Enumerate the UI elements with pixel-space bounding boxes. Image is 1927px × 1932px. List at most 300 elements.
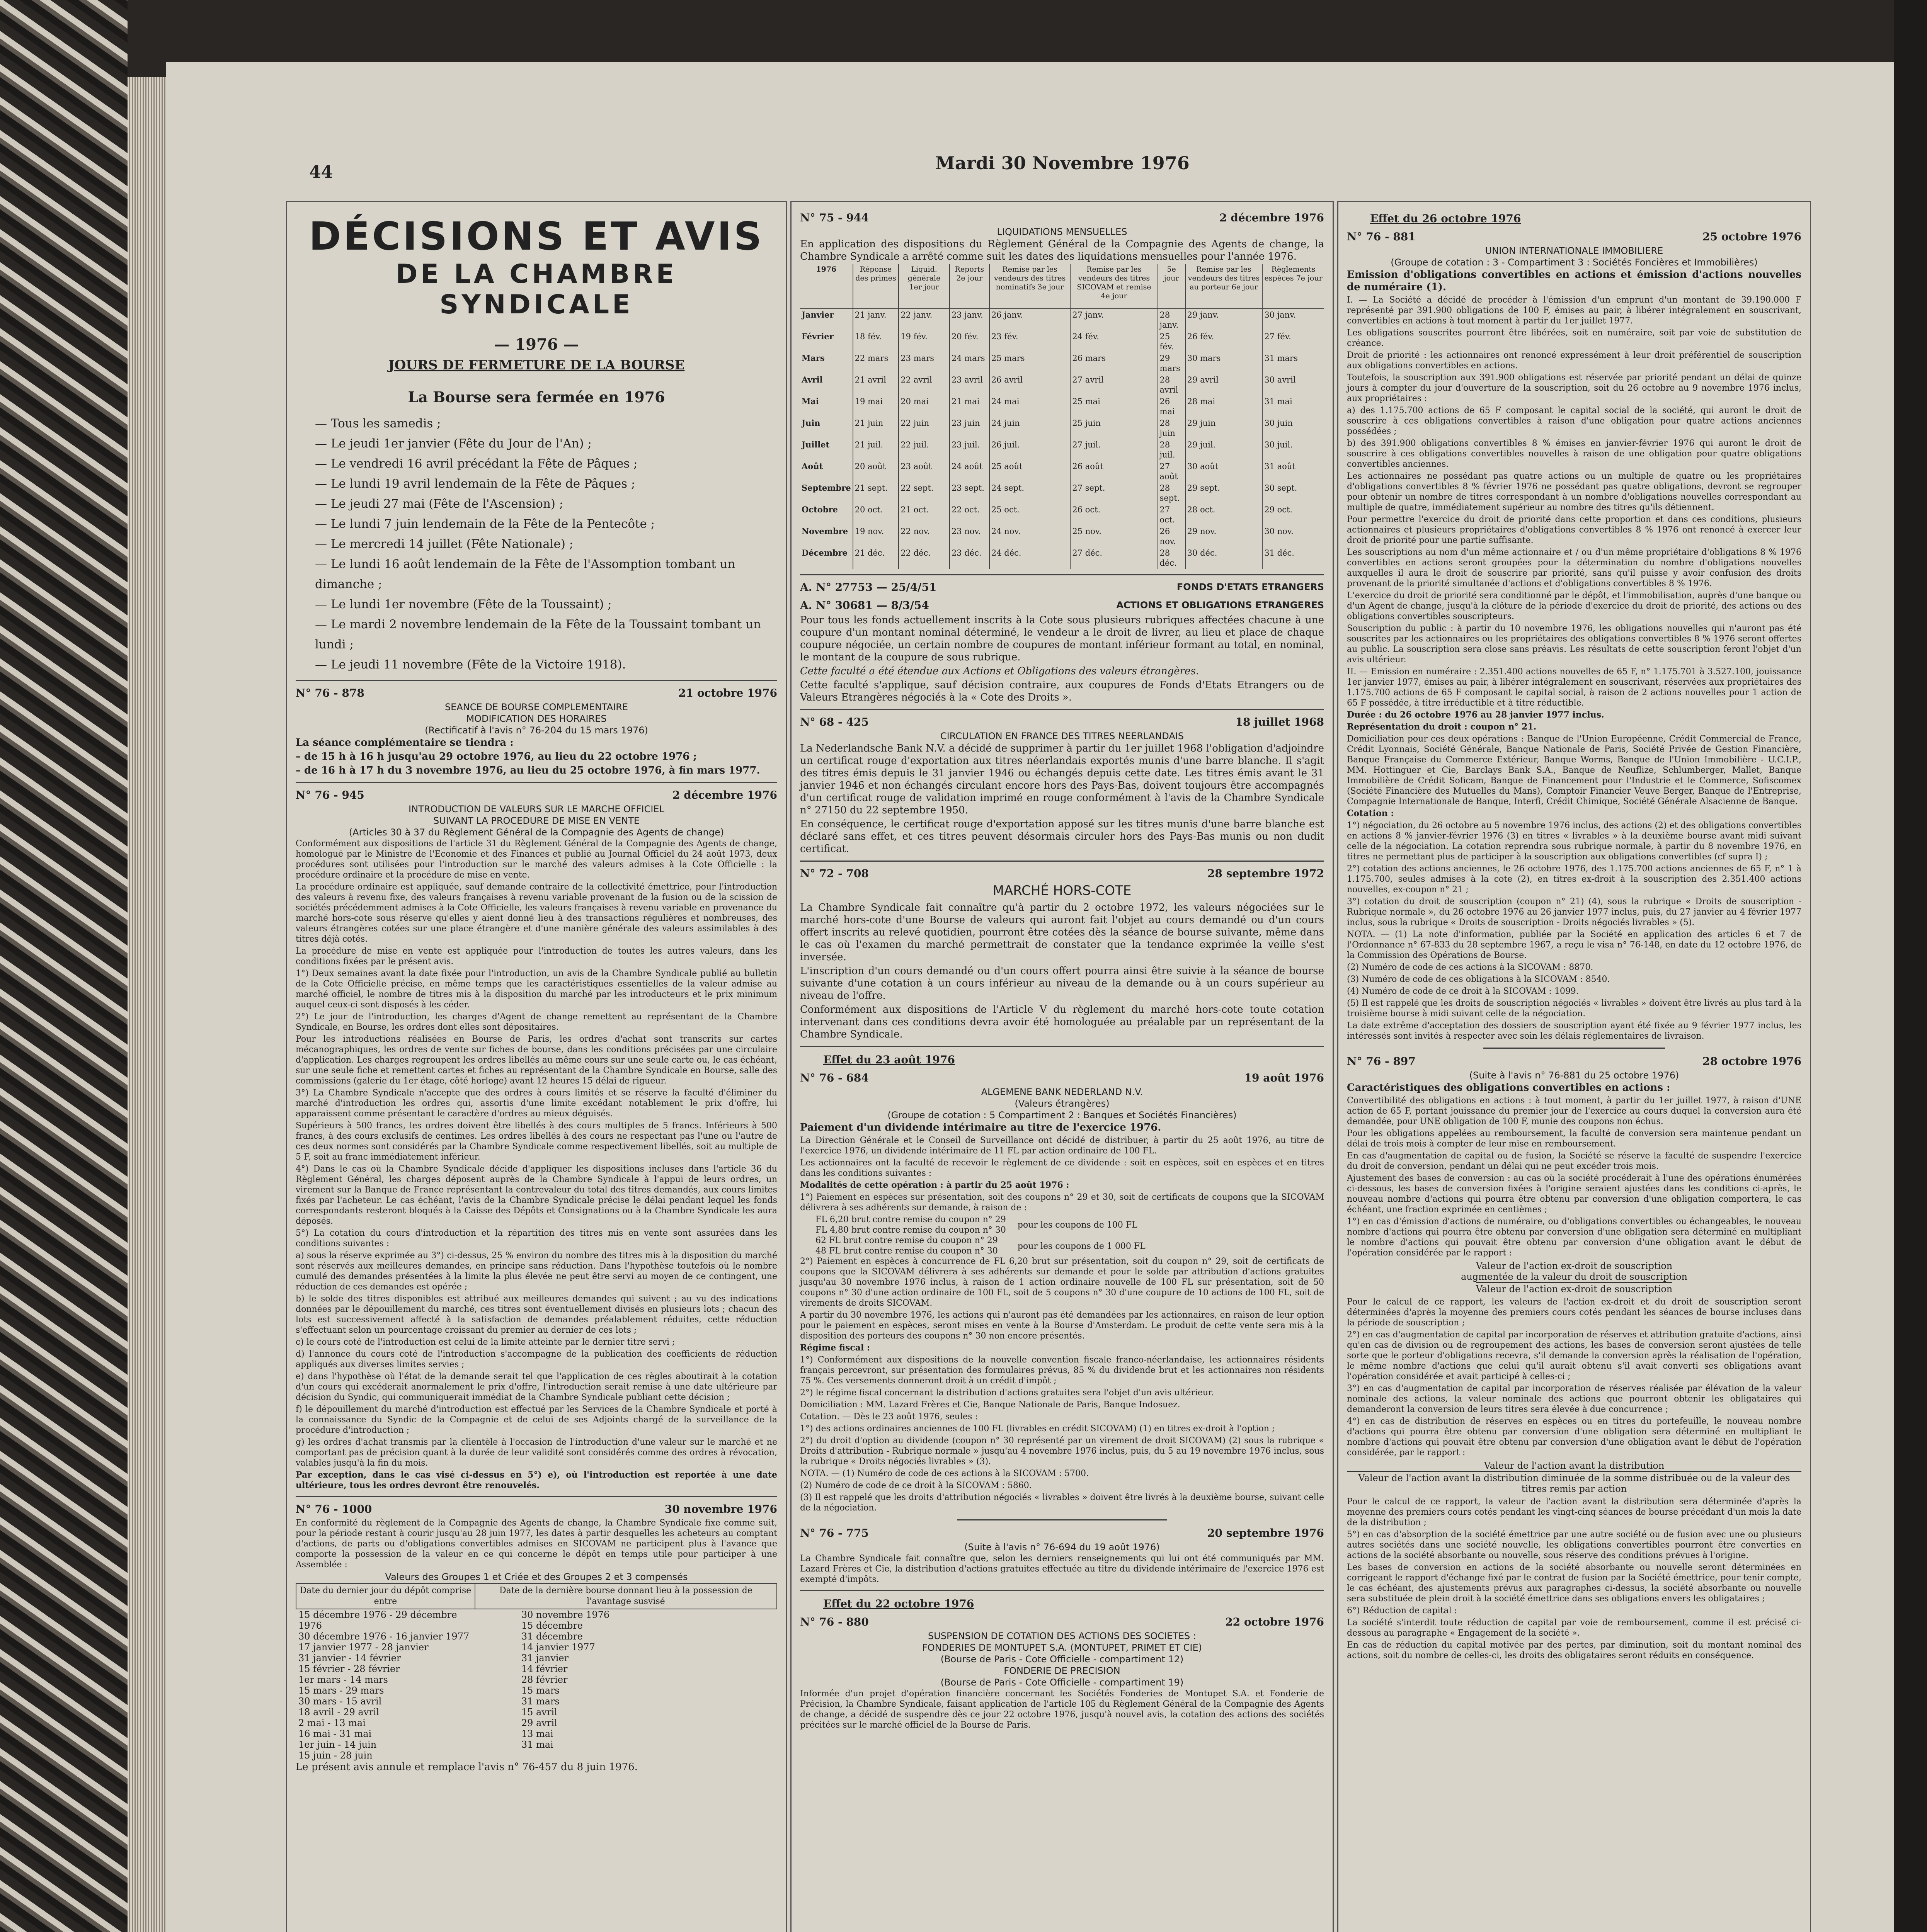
table-cell: Mars (802, 353, 825, 363)
table-row: 30 novembre 1976 (521, 1609, 610, 1620)
table-cell: Septembre (802, 483, 851, 493)
table-cell: 22 juin (899, 417, 950, 439)
notice-header (296, 1503, 777, 1515)
notice-subtitle: (Bourse de Paris - Cote Officielle - compartiment 19) (940, 1677, 1184, 1688)
paragraph: Les souscriptions au nom d'un même actionnaire et / ou d'un même propriétaire d'obligations 8 % 1976 convertibles en actions seront groupées pour la détermination du nombre d'obligations nouvelles auxquelles il aura le droit de souscrire par priorité, sans qu'il puisse y avoir confusion des droits provenant de la priorité simultanée d'actions et d'obligations convertibles 8 % 1976. (1347, 548, 1801, 588)
divider (800, 1046, 1324, 1047)
list-item: — Le jeudi 1er janvier (Fête du Jour de l'An) ; (315, 437, 592, 451)
table-cell: 23 nov. (950, 526, 989, 547)
table-cell: 30 juin (1262, 417, 1324, 439)
table-title: Valeurs des Groupes 1 et Criée et des Groupes 2 et 3 compensés (385, 1571, 688, 1582)
notice-number: N° 75 - 944 (800, 211, 869, 224)
table-cell: 27 juil. (1070, 439, 1158, 461)
formula-numerator: Valeur de l'action avant la distribution (1484, 1460, 1665, 1471)
table-row (800, 439, 1324, 461)
table-cell: 21 sept. (853, 482, 899, 504)
table-cell: 28 oct. (1185, 504, 1263, 526)
table-cell: 23 avril (950, 374, 989, 396)
table-cell: 28 juil. (1158, 439, 1185, 461)
paragraph: Le présent avis annule et remplace l'avis n° 76-457 du 8 juin 1976. (296, 1761, 638, 1773)
paragraph: 1°) Deux semaines avant la date fixée pour l'introduction, un avis de la Chambre Syndicale publié au bulletin de la Cote Officielle précise, en même temps que les caractéristiques essentielles de la valeur admise au marché officiel, le nombre de titres mis à la disposition du marché par les introducteurs et le prix minimum auquel ceux-ci sont disposés à les céder. (296, 969, 777, 1010)
list-item: — Le mercredi 14 juillet (Fête Nationale) ; (315, 537, 574, 551)
divider (296, 680, 777, 681)
table-cell: Octobre (802, 505, 838, 514)
table-cell: Avril (802, 375, 823, 384)
table-cell: 30 juil. (1262, 439, 1324, 461)
paragraph: b) le solde des titres disponibles est attribué aux meilleures demandes qui suivent ; au vu des indications données par le dépouillement du marché, ces titres sont éventuellement divisés en plusieurs lots ; chacun des lots est successivement affecté à la satisfaction de demandes préalablement réduites, cette réduction s'effectuant selon un pourcentage croissant du premier au dernier de ces lots ; (296, 1294, 777, 1335)
table-row: 16 mai - 31 mai (298, 1728, 372, 1739)
table-cell: 19 nov. (853, 526, 899, 547)
table-cell: 27 sept. (1070, 482, 1158, 504)
table-cell: 20 août (853, 461, 899, 482)
paragraph: Les bases de conversion en actions de la société absorbante ou nouvelle seront déterminées en corrigeant le rapport d'échange fixé par le contrat de fusion par la Société émettrice, pour tenir compte, le cas échéant, des ajustements prévus aux paragraphes ci-dessus, la société absorbante ou nouvelle sera substituée de plein droit à la société émettrice dans ses obligations envers les obligataires ; (1347, 1563, 1801, 1604)
notice-header (800, 1616, 1324, 1628)
table-row: 14 janvier 1977 (521, 1642, 595, 1653)
paragraph: I. — La Société a décidé de procéder à l'émission d'un emprunt d'un montant de 39.190.000 F représenté par 391.900 obligations de 100 F, émises au pair, à libérer intégralement en souscrivant, convertibles en actions à tout moment à partir du 1er juillet 1977. (1347, 295, 1801, 326)
table-header: Règlements espèces 7e jour (1262, 264, 1324, 309)
notice-title: LIQUIDATIONS MENSUELLES (997, 226, 1127, 237)
table-cell: 24 fév. (1070, 331, 1158, 352)
paragraph: 3°) cotation du droit de souscription (coupon n° 21) (4), sous la rubrique « Droits de souscription - Rubrique normale », du 26 octobre 1976 au 26 janvier 1977 inclus, puis, du 27 janvier au 4 février 1977 inclus, sous la rubrique « Droits de souscription - Droits négociés livrables » (5). (1347, 897, 1801, 927)
formula-denominator: Valeur de l'action ex-droit de souscription (1476, 1282, 1673, 1294)
paragraph: 1°) Paiement en espèces sur présentation, soit des coupons n° 29 et 30, soit de certificats de coupons que la SICOVAM délivrera à ses adhérents sur demande, à raison de : (800, 1192, 1324, 1213)
paragraph: Durée : du 26 octobre 1976 au 28 janvier 1977 inclus. (1347, 710, 1604, 720)
paragraph: – de 15 h à 16 h jusqu'au 29 octobre 1976, au lieu du 22 octobre 1976 ; (296, 751, 697, 762)
list-item: — Le lundi 7 juin lendemain de la Fête de la Pentecôte ; (315, 517, 655, 531)
paragraph: La Chambre Syndicale fait connaître que, selon les derniers renseignements qui lui ont été communiqués par MM. Lazard Frères et Cie, la distribution d'actions gratuites effectuée au titre du dividende intérimaire de l'exercice 1976 est exempté d'impôts. (800, 1554, 1324, 1584)
column-left (286, 201, 787, 1932)
table-cell: 29 juil. (1185, 439, 1263, 461)
paragraph: Caractéristiques des obligations convertibles en actions : (1347, 1082, 1670, 1094)
table-cell: Février (802, 332, 834, 341)
table-cell: 23 fév. (989, 331, 1070, 352)
paragraph: 2°) du droit d'option au dividende (coupon n° 30 représenté par un virement de droit SICOVAM) (2) sous la rubrique « Droits d'attribution - Rubrique normale » jusqu'au 4 novembre 1976 inclus, puis, du 5 au 19 novembre 1976 inclus, sous la rubrique « Droits négociés livrables » (3). (800, 1436, 1324, 1466)
paragraph: Souscription du public : à partir du 10 novembre 1976, les obligations nouvelles qui n'auront pas été souscrites par les actionnaires ou les propriétaires des obligations convertibles 8 % 1976 seront offertes au public. La souscription sera close sans préavis. Les résultats de cette souscription feront l'objet d'un avis ultérieur. (1347, 624, 1801, 665)
divider (800, 861, 1324, 862)
notice-title: ALGEMENE BANK NEDERLAND N.V. (981, 1087, 1143, 1097)
paragraph: NOTA. — (1) La note d'information, publiée par la Société en application des articles 6 et 7 de l'Ordonnance n° 67-833 du 28 septembre 1967, a reçu le visa n° 76-148, en date du 12 octobre 1976, de la Commission des Opérations de Bourse. (1347, 930, 1801, 960)
notice-subtitle: (Bourse de Paris - Cote Officielle - compartiment 12) (940, 1654, 1184, 1665)
table-row (800, 504, 1324, 526)
effective-date: Effet du 23 août 1976 (823, 1053, 955, 1066)
paragraph: Supérieurs à 500 francs, les ordres doivent être libellés à des cours multiples de 5 francs. Inférieurs à 500 francs, à des cours exclusifs de centimes. Les ordres libellés à des cours ne respectant pas l'une ou l'autre de ces deux normes sont considérés par la Chambre Syndicale comme respectivement libellés, soit au multiple de 5 F, soit au franc immédiatement inférieur. (296, 1121, 777, 1162)
table-cell: 23 sept. (950, 482, 989, 504)
table-cell: 22 nov. (899, 526, 950, 547)
list-item: pour les coupons de 1 000 FL (1017, 1242, 1146, 1251)
paragraph: 5°) en cas d'absorption de la société émettrice par une autre société ou de fusion avec une ou plusieurs autres sociétés dans une société nouvelle, les obligations convertibles pourront être converties en actions de la société absorbante ou nouvelle, sous réserve des conditions prévues à l'origine. (1347, 1530, 1801, 1560)
paragraph: Cette faculté a été étendue aux Actions et Obligations des valeurs étrangères. (800, 665, 1199, 677)
table-header: Date du dernier jour du dépôt comprise entre (296, 1583, 475, 1609)
table-cell: 24 mai (989, 396, 1070, 417)
table-row (800, 396, 1324, 417)
table-cell: 29 mars (1158, 352, 1185, 374)
list-item: pour les coupons de 100 FL (1017, 1220, 1137, 1230)
table-cell: 20 mai (899, 396, 950, 417)
paragraph: (2) Numéro de code de ce droit à la SICOVAM : 5860. (800, 1481, 1032, 1490)
table-cell: 26 janv. (989, 309, 1070, 331)
paragraph: a) sous la réserve exprimée au 3°) ci-dessus, 25 % environ du nombre des titres mis à la disposition du marché sont réservés aux meilleures demandes, en principe sans réduction. Dans l'hypothèse toutefois où le nombre cumulé des demandes présentées à la limite la plus élevée ne peut être servi au moyen de ce contingent, une réduction de ces demandes est opérée ; (296, 1251, 777, 1292)
paragraph: Convertibilité des obligations en actions : à tout moment, à partir du 1er juillet 1977, à raison d'UNE action de 65 F, portant jouissance du premier jour de l'exercice au cours duquel la conversion aura été demandée, pour UNE obligation de 100 F, munie des coupons non échus. (1347, 1096, 1801, 1126)
notice-date: 19 août 1976 (1244, 1071, 1324, 1084)
divider (1483, 1048, 1665, 1049)
notice-subtitle: (Groupe de cotation : 3 - Compartiment 3 : Sociétés Foncières et Immobilières) (1391, 257, 1758, 268)
table-cell: 27 fév. (1262, 331, 1324, 352)
notice-header (800, 599, 1324, 612)
paragraph: b) des 391.900 obligations convertibles 8 % émises en janvier-février 1976 qui auront le droit de souscrire à ces obligations convertibles nouvelles à raison de une obligation pour quatre obligations convertibles anciennes. (1347, 439, 1801, 469)
notice-subtitle: (Suite à l'avis n° 76-694 du 19 août 1976) (964, 1542, 1160, 1553)
paragraph: Par exception, dans le cas visé ci-dessus en 5°) e), où l'introduction est reportée à une date ultérieure, tous les ordres devront être renouvelés. (296, 1470, 777, 1490)
coupon-list (815, 1214, 1324, 1256)
table-row: 17 janvier 1977 - 28 janvier (298, 1642, 429, 1653)
table-cell: 24 nov. (989, 526, 1070, 547)
table-cell: 26 mars (1070, 352, 1158, 374)
table-cell: 25 fév. (1158, 331, 1185, 352)
table-cell: 21 oct. (899, 504, 950, 526)
table-cell: 21 juin (853, 417, 899, 439)
effective-date: Effet du 22 octobre 1976 (823, 1597, 974, 1610)
list-item: FL 6,20 brut contre remise du coupon n° 29 (815, 1215, 1006, 1225)
table-row (800, 352, 1324, 374)
table-cell: 28 avril (1158, 374, 1185, 396)
notice-date: 18 juillet 1968 (1235, 716, 1324, 728)
formula-numerator: Valeur de l'action ex-droit de souscription (1476, 1260, 1673, 1271)
table-cell: 24 juin (989, 417, 1070, 439)
table-header: Date de la dernière bourse donnant lieu à la possession de l'avantage susvisé (475, 1583, 777, 1609)
liquidation-table (800, 264, 1324, 569)
table-row: 15 avril (521, 1707, 557, 1718)
table-header: Liquid. générale 1er jour (899, 264, 950, 309)
paragraph: En application des dispositions du Règlement Général de la Compagnie des Agents de change, la Chambre Syndicale a arrêté comme suit les dates des liquidations mensuelles pour l'année 1976. (800, 238, 1324, 262)
notice-date: 2 décembre 1976 (672, 789, 777, 801)
notice-title: ACTIONS ET OBLIGATIONS ETRANGERES (1116, 600, 1324, 611)
table-header: Remise par les vendeurs des titres SICOVAM et remise 4e jour (1070, 264, 1158, 309)
paragraph: g) les ordres d'achat transmis par la clientèle à l'occasion de l'introduction d'une valeur sur le marché et ne comportant pas de précision quant à la durée de leur validité sont considérés comme des ordres à révocation, valables jusqu'à la fin du mois. (296, 1437, 777, 1468)
paragraph: 4°) en cas de distribution de réserves en espèces ou en titres du portefeuille, le nouveau nombre d'actions qui pourra être obtenu par conversion d'une obligation sera déterminé en multipliant le nombre d'actions qui pouvait être obtenu par conversion d'une obligation avant le début de l'opération considérée, par le rapport : (1347, 1417, 1801, 1458)
table-cell: 30 janv. (1262, 309, 1324, 331)
notice-date: 22 octobre 1976 (1225, 1616, 1324, 1628)
table-cell: 27 avril (1070, 374, 1158, 396)
divider (800, 1590, 1324, 1591)
table-cell: 28 sept. (1158, 482, 1185, 504)
table-cell: 22 avril (899, 374, 950, 396)
paragraph: 2°) cotation des actions anciennes, le 26 octobre 1976, des 1.175.700 actions anciennes de 65 F, n° 1 à 1.175.700, seules admises à la cote (2), en titres ex-droit à la souscription des 2.351.400 actions nouvelles, ex-coupon n° 21 ; (1347, 864, 1801, 895)
table-row: 15 mars (521, 1685, 560, 1696)
paragraph: Droit de priorité : les actionnaires ont renoncé expressément à leur droit préférentiel de souscription aux obligations convertibles en actions. (1347, 350, 1801, 371)
divider (800, 574, 1324, 575)
table-row (800, 331, 1324, 352)
notice-number: N° 76 - 945 (296, 789, 364, 801)
table-cell: 28 mai (1185, 396, 1263, 417)
paragraph: La Chambre Syndicale fait connaître qu'à partir du 2 octobre 1972, les valeurs négociées sur le marché hors-cote d'une Bourse de valeurs qui auront fait l'objet au cours demandé ou d'un cours offert inscrits au relevé quotidien, pourront être cotées dès la séance de bourse suivante, même dans le cas où l'examen du marché permettrait de constater que la tendance exprimée la veille s'est inversée. (800, 902, 1324, 963)
paragraph: NOTA. — (1) Numéro de code de ces actions à la SICOVAM : 5700. (800, 1469, 1089, 1478)
table-cell: 25 mars (989, 352, 1070, 374)
notice-title: SUIVANT LA PROCEDURE DE MISE EN VENTE (433, 815, 640, 826)
table-row (800, 309, 1324, 331)
deposit-dates-table (296, 1583, 777, 1761)
page-number: 44 (309, 162, 333, 182)
paragraph: II. — Emission en numéraire : 2.351.400 actions nouvelles de 65 F, n° 1.175.701 à 3.527.100, jouissance 1er janvier 1977, émises au pair, à libérer intégralement en souscrivant, réservées aux propriétaires des 1.175.700 actions de 65 F composant le capital social, à raison de 2 actions nouvelles pour 1 action de 65 F possédée, à titre irréductible et à titre réductible. (1347, 667, 1801, 708)
table-cell: 31 mai (1262, 396, 1324, 417)
paragraph: La séance complémentaire se tiendra : (296, 737, 514, 748)
table-cell: 28 janv. (1158, 309, 1185, 331)
list-item: — Tous les samedis ; (315, 417, 441, 430)
paragraph: d) l'annonce du cours coté de l'introduction s'accompagne de la publication des coefficients de réduction appliqués aux diverses limites servies ; (296, 1349, 777, 1369)
table-cell: 26 avril (989, 374, 1070, 396)
paragraph: La procédure ordinaire est appliquée, sauf demande contraire de la collectivité émettrice, pour l'introduction des valeurs à revenu fixe, des valeurs françaises à revenu variable provenant de la fusion ou de la scission de sociétés précédemment admises à la Cote Officielle, les valeurs françaises à revenu variable en provenance du marché hors-cote sous réserve qu'elles y aient donné lieu à des transactions régulières et nombreuses, des valeurs étrangères cotées sur une place étrangère et d'une manière générale des valeurs assimilables à des titres déjà cotés. (296, 882, 777, 944)
table-cell: 22 juil. (899, 439, 950, 461)
list-item: 48 FL brut contre remise du coupon n° 30 (815, 1246, 998, 1256)
notice-header (800, 1071, 1324, 1084)
table-cell: Août (802, 461, 823, 471)
table-cell: 24 sept. (989, 482, 1070, 504)
table-cell: 21 avril (853, 374, 899, 396)
table-cell: 26 nov. (1158, 526, 1185, 547)
table-cell: 28 déc. (1158, 547, 1185, 569)
notice-title: SUSPENSION DE COTATION DES ACTIONS DES SOCIETES : (928, 1631, 1196, 1641)
table-cell: 22 déc. (899, 547, 950, 569)
table-header: Remise par les vendeurs des titres nominatifs 3e jour (989, 264, 1070, 309)
table-cell: Juin (802, 418, 821, 428)
table-cell: 18 fév. (853, 331, 899, 352)
table-row (800, 482, 1324, 504)
paragraph: (4) Numéro de code de ce droit à la SICOVAM : 1099. (1347, 986, 1579, 996)
paragraph: Pour le calcul de ce rapport, la valeur de l'action avant la distribution sera déterminée d'après la moyenne des premiers cours cotés pendant les vingt-cinq séances de bourse précédant d'un mois la date de la distribution ; (1347, 1497, 1801, 1527)
list-item: — Le lundi 19 avril lendemain de la Fête de Pâques ; (315, 477, 635, 491)
notice-date: 20 septembre 1976 (1207, 1527, 1324, 1539)
paragraph: 1°) négociation, du 26 octobre au 5 novembre 1976 inclus, des actions (2) et des obligations convertibles en actions 8 % janvier-février 1976 (3) en titres « livrables » à la deuxième bourse avant midi suivant celle de la négociation. La cotation reprendra sous rubrique normale, à partir du 8 novembre 1976, en titres ne permettant plus de participer à la souscription aux obligations convertibles (cf supra I) ; (1347, 821, 1801, 862)
notice-title: MARCHÉ HORS-COTE (992, 883, 1132, 898)
notice-number: N° 72 - 708 (800, 867, 869, 880)
table-cell: 30 avril (1262, 374, 1324, 396)
paragraph: f) le dépouillement du marché d'introduction est effectué par les Services de la Chambre Syndicale et porté à la connaissance du Syndic de la Compagnie et de celui de ses Adjoints chargé de la surveillance de la procédure d'introduction ; (296, 1405, 777, 1435)
background-right (1894, 0, 1927, 1932)
notice-date: 21 octobre 1976 (678, 687, 777, 699)
table-row: 15 décembre 1976 - 29 décembre 1976 (298, 1609, 457, 1631)
paragraph: c) le cours coté de l'introduction est celui de la limite atteinte par le dernier titre servi ; (296, 1337, 675, 1347)
formula-numerator: augmentée de la valeur du droit de souscription (1461, 1271, 1687, 1282)
paragraph: 2°) en cas d'augmentation de capital par incorporation de réserves et attribution gratuite d'actions, ainsi qu'en cas de division ou de regroupement des actions, les bases de conversion seront ajustées de telle sorte que le porteur d'obligations recevra, s'il demande la conversion après la réalisation de l'opération, le même nombre d'actions que celui qu'il aurait obtenu s'il avait converti ses obligations avant l'opération considérée et avait participé à celles-ci ; (1347, 1330, 1801, 1381)
table-row: 31 mars (521, 1696, 560, 1707)
list-item: — Le mardi 2 novembre lendemain de la Fête de la Toussaint tombant un lundi ; (315, 617, 761, 651)
table-row (800, 547, 1324, 569)
table-row: 13 mai (521, 1728, 553, 1739)
notice-number: N° 76 - 775 (800, 1527, 869, 1539)
table-cell: 24 août (950, 461, 989, 482)
notice-date: 25 octobre 1976 (1702, 230, 1801, 243)
divider (296, 782, 777, 783)
table-header: Remise par les vendeurs des titres au porteur 6e jour (1185, 264, 1263, 309)
paragraph: Régime fiscal : (800, 1343, 870, 1353)
notice-title: MODIFICATION DES HORAIRES (466, 713, 607, 724)
paragraph: La Nederlandsche Bank N.V. a décidé de supprimer à partir du 1er juillet 1968 l'obligation d'adjoindre un certificat rouge d'exportation aux titres néerlandais exportés munis d'une barre blanche. Il s'agit des titres émis depuis le 31 janvier 1946 ou échangés depuis cette date. Les titres émis avant le 31 janvier 1946 et non échangés circulant encore hors des Pays-Bas, doivent toujours être accompagnés d'un certificat rouge de validation imprimé en rouge conformément à l'avis de la Chambre Syndicale n° 27150 du 22 septembre 1950. (800, 743, 1324, 816)
table-cell: 23 janv. (950, 309, 989, 331)
table-row: 29 avril (521, 1718, 557, 1728)
table-cell: 26 oct. (1070, 504, 1158, 526)
table-row: 2 mai - 13 mai (298, 1718, 366, 1728)
paragraph: Cette faculté s'applique, sauf décision contraire, aux coupures de Fonds d'Etats Etrangers ou de Valeurs Etrangères négociés à la « Cote des Droits ». (800, 679, 1324, 703)
table-cell: 29 janv. (1185, 309, 1263, 331)
paragraph: e) dans l'hypothèse où l'état de la demande serait tel que l'application de ces règles aboutirait à la cotation d'un cours qui excéderait anormalement le prix d'offre, l'introduction serait remise à une date ultérieure par décision du Syndic, qui communiquerait immédiat de la Chambre Syndicale publiant cette décision ; (296, 1372, 777, 1402)
table-cell: 25 mai (1070, 396, 1158, 417)
paragraph: Pour les obligations appelées au remboursement, la faculté de conversion sera maintenue pendant un délai de trois mois à compter de leur mise en remboursement. (1347, 1129, 1801, 1149)
table-cell: Juillet (802, 440, 830, 449)
table-cell: 29 oct. (1262, 504, 1324, 526)
notice-header (296, 789, 777, 801)
paragraph: Conformément aux dispositions de l'article 31 du Règlement Général de la Compagnie des Agents de change, homologué par le Ministre de l'Economie et des Finances et publié au Journal Officiel du 24 août 1973, deux procédures sont utilisées pour l'introduction sur le marché des valeurs admises à la Cote Officielle : la procédure ordinaire et la procédure de mise en vente. (296, 839, 777, 880)
table-cell: 30 déc. (1185, 547, 1263, 569)
table-cell: 22 oct. (950, 504, 989, 526)
table-row: 30 décembre 1976 - 16 janvier 1977 (298, 1631, 470, 1642)
paragraph: 1°) des actions ordinaires anciennes de 100 FL (livrables en crédit SICOVAM) (1) en titres ex-droit à l'option ; (800, 1424, 1275, 1434)
list-item: — Le jeudi 11 novembre (Fête de la Victoire 1918). (315, 658, 626, 672)
notice-number: N° 76 - 881 (1347, 230, 1416, 243)
table-cell: 31 déc. (1262, 547, 1324, 569)
paragraph: Emission d'obligations convertibles en actions et émission d'actions nouvelles de numéraire (1). (1347, 269, 1801, 293)
table-cell: 22 mars (853, 352, 899, 374)
notice-subtitle: (Articles 30 à 37 du Règlement Général de la Compagnie des Agents de change) (349, 827, 724, 838)
list-item: — Le lundi 1er novembre (Fête de la Toussaint) ; (315, 597, 612, 611)
paragraph: Modalités de cette opération : à partir du 25 août 1976 : (800, 1180, 1069, 1190)
paragraph: En cas d'augmentation de capital ou de fusion, la Société se réserve la faculté de suspendre l'exercice du droit de conversion, pendant un délai qui ne peut excéder trois mois. (1347, 1151, 1801, 1171)
table-cell: 30 août (1185, 461, 1263, 482)
table-header: 1976 (800, 264, 853, 309)
paragraph: Paiement d'un dividende intérimaire au titre de l'exercice 1976. (800, 1122, 1161, 1133)
table-cell: 31 août (1262, 461, 1324, 482)
table-cell: 20 oct. (853, 504, 899, 526)
list-item: 62 FL brut contre remise du coupon n° 29 (815, 1236, 998, 1245)
table-cell: 21 janv. (853, 309, 899, 331)
table-cell: 27 déc. (1070, 547, 1158, 569)
formula (1347, 1260, 1801, 1294)
paragraph: Pour le calcul de ce rapport, les valeurs de l'action ex-droit et du droit de souscription seront déterminées d'après la moyenne des premiers cours cotés pendant les séances de bourse incluses dans la période de souscription ; (1347, 1297, 1801, 1328)
table-row: 30 mars - 15 avril (298, 1696, 382, 1707)
table-cell: 27 août (1158, 461, 1185, 482)
notice-header (1347, 230, 1801, 243)
table-row: 15 février - 28 février (298, 1663, 400, 1674)
paragraph: En conformité du règlement de la Compagnie des Agents de change, la Chambre Syndicale fixe comme suit, pour la période restant à courir jusqu'au 28 juin 1977, les dates à partir desquelles les acheteurs au comptant d'actions, de parts ou d'obligations convertibles admises en SICOVAM ne participent plus à l'avance que comporte la possession de la valeur en ce qui concerne le dépôt en temps utile pour participer à une Assemblée : (296, 1518, 777, 1570)
notice-title: CIRCULATION EN FRANCE DES TITRES NEERLANDAIS (940, 731, 1184, 742)
formula-denominator: Valeur de l'action avant la distribution diminuée de la somme distribuée ou de la valeur des titres remis par action (1347, 1471, 1801, 1494)
book-binding-edge (0, 0, 128, 1932)
paragraph: Toutefois, la souscription aux 391.900 obligations est réservée par priorité pendant un délai de quinze jours à compter du jour d'ouverture de la souscription, soit du 26 octobre au 9 novembre 1976 inclus, aux propriétaires : (1347, 373, 1801, 403)
table-cell: 23 déc. (950, 547, 989, 569)
paragraph: Domiciliation : MM. Lazard Frères et Cie, Banque Nationale de Paris, Banque Indosuez. (800, 1400, 1180, 1410)
table-row: 15 décembre (521, 1620, 583, 1631)
paragraph: (3) Il est rappelé que les droits d'attribution négociés « livrables » doivent être livrés à la deuxième bourse, suivant celle de la négociation. (800, 1493, 1324, 1513)
paragraph: Les actionnaires ont la faculté de recevoir le règlement de ce dividende : soit en espèces, soit en espèces et en titres dans les conditions suivantes : (800, 1158, 1324, 1178)
effective-date: Effet du 26 octobre 1976 (1370, 212, 1521, 225)
paragraph: Représentation du droit : coupon n° 21. (1347, 722, 1537, 732)
notice-number: A. N° 30681 — 8/3/54 (800, 599, 929, 612)
paragraph: 3°) en cas d'augmentation de capital par incorporation de réserves réalisée par élévation de la valeur nominale des actions, la valeur nominale des actions que pourront obtenir les obligataires qui demanderont la conversion de leurs titres sera élevée à due concurrence ; (1347, 1384, 1801, 1414)
table-cell: 30 sept. (1262, 482, 1324, 504)
paragraph: Pour permettre l'exercice du droit de priorité dans cette proportion et dans ces conditions, plusieurs actionnaires et plusieurs propriétaires d'obligations convertibles 8 % 1976 ont renoncé à exercer leur droit de priorité pour une partie suffisante. (1347, 515, 1801, 545)
table-cell: 27 janv. (1070, 309, 1158, 331)
table-cell: 28 juin (1158, 417, 1185, 439)
paragraph: La Direction Générale et le Conseil de Surveillance ont décidé de distribuer, à partir du 25 août 1976, au titre de l'exercice 1976, un dividende intérimaire de 11 FL par action ordinaire de 100 FL. (800, 1136, 1324, 1156)
list-item: — Le vendredi 16 avril précédant la Fête de Pâques ; (315, 457, 638, 471)
paragraph: a) des 1.175.700 actions de 65 F composant le capital social de la société, qui auront le droit de souscrire à ces obligations convertibles à raison d'une obligation pour quatre actions anciennes possédées ; (1347, 406, 1801, 436)
table-cell: 31 mars (1262, 352, 1324, 374)
paragraph: Domiciliation pour ces deux opérations : Banque de l'Union Européenne, Crédit Commercial de France, Crédit Lyonnais, Société Générale, Banque Nationale de Paris, Société Privée de Gestion Financière, Banque Française du Commerce Extérieur, Banque Worms, Banque de l'Union Immobilière - U.C.I.P., MM. Hottinguer et Cie, Barclays Bank S.A., Banque de Neuflize, Schlumberger, Mallet, Banque Immobilière de Crédit Soficam, Banque de Financement pour l'Industrie et le Commerce, Sofiscomex (Société Financière des Mutuelles du Mans), Comptoir Financier Veuve Berger, Banque de l'Entreprise, Compagnie Internationale de Banque, Interfi, Crédit Chimique, Société Générale Alsacienne de Banque. (1347, 734, 1801, 806)
paragraph: (2) Numéro de code de ces actions à la SICOVAM : 8870. (1347, 963, 1593, 972)
table-cell: 29 juin (1185, 417, 1263, 439)
year-label: — 1976 — (494, 335, 579, 354)
table-cell: 20 fév. (950, 331, 989, 352)
table-cell: 29 avril (1185, 374, 1263, 396)
paragraph: En conséquence, le certificat rouge d'exportation apposé sur les titres munis d'une barre blanche est déclaré sans effet, et ces titres peuvent désormais circuler hors des Pays-Bas munis ou non dudit certificat. (800, 818, 1324, 855)
table-row: 15 juin - 28 juin (298, 1750, 373, 1761)
paragraph: 4°) Dans le cas où la Chambre Syndicale décide d'appliquer les dispositions incluses dans l'article 36 du Règlement Général, les charges déposent auprès de la Chambre Syndicale à l'appui de leurs ordres, un virement sur la Banque de France représentant la contrevaleur du total des titres demandés, aux cours limites fixés par l'acheteur. Le cas échéant, l'avis de la Chambre Syndicale précise le délai pendant lequel les fonds correspondants resteront bloqués à la Caisse des Dépôts et Consignations ou à la Chambre Syndicale les aura déposés. (296, 1164, 777, 1226)
paragraph: Pour les introductions réalisées en Bourse de Paris, les ordres d'achat sont transcrits sur cartes mécanographiques, les ordres de vente sur fiches de bourse, dans les conditions précisées par une circulaire d'application. Les charges regroupent les ordres libellés au même cours sur une seule carte ou, le cas échéant, sur une seule fiche et remettent cartes et fiches au représentant de la Chambre Syndicale en Bourse, salle des commissions (galerie du 1er étage, côté horloge) avant 12 heures 15 délai de rigueur. (296, 1034, 777, 1086)
table-header: Reports 2e jour (950, 264, 989, 309)
table-cell: Janvier (802, 310, 834, 320)
table-cell: 27 oct. (1158, 504, 1185, 526)
notice-number: N° 76 - 878 (296, 687, 364, 699)
closure-list (296, 413, 777, 675)
table-cell: Décembre (802, 548, 848, 558)
notice-title: FONDERIE DE PRECISION (1004, 1665, 1120, 1676)
table-cell: 24 mars (950, 352, 989, 374)
table-cell: 25 juin (1070, 417, 1158, 439)
notice-number: A. N° 27753 — 25/4/51 (800, 581, 937, 594)
table-cell: 23 août (899, 461, 950, 482)
table-row: 18 avril - 29 avril (298, 1707, 380, 1718)
notice-header (800, 716, 1324, 728)
table-cell: 30 nov. (1262, 526, 1324, 547)
table-cell: 19 fév. (899, 331, 950, 352)
table-row: 31 mai (521, 1739, 553, 1750)
table-row (800, 526, 1324, 547)
paragraph: 2°) Paiement en espèces à concurrence de FL 6,20 brut sur présentation, soit du coupon n° 29, soit de certificats de coupons que la SICOVAM délivrera à ses adhérents sur demande et pour le solde par attribution d'actions gratuites jusqu'au 30 novembre 1976 inclus, à raison de 1 action ordinaire nouvelle de 100 FL sur présentation, soit de 50 coupons n° 30 d'une action ordinaire de 100 FL, soit de 5 coupons n° 30 d'une coupure de 10 actions de 100 FL, soit de virements de droits SICOVAM. (800, 1257, 1324, 1308)
notice-title: INTRODUCTION DE VALEURS SUR LE MARCHE OFFICIEL (409, 804, 664, 815)
notice-number: N° 68 - 425 (800, 716, 869, 728)
paragraph: 2°) Le jour de l'introduction, les charges d'Agent de change remettent au représentant de la Chambre Syndicale, en Bourse, les ordres dont elles sont dépositaires. (296, 1012, 777, 1032)
table-cell: 26 juil. (989, 439, 1070, 461)
paragraph: Cotation : (1347, 808, 1394, 818)
main-subtitle: DE LA CHAMBRE SYNDICALE (396, 259, 677, 320)
notice-title: FONDERIES DE MONTUPET S.A. (MONTUPET, PRIMET ET CIE) (922, 1642, 1202, 1653)
table-cell: 21 mai (950, 396, 989, 417)
table-cell: 19 mai (853, 396, 899, 417)
table-cell: 24 déc. (989, 547, 1070, 569)
paragraph: 1°) Conformément aux dispositions de la nouvelle convention fiscale franco-néerlandaise, les actionnaires résidents français percevront, sur présentation des formulaires prévus, 85 % du dividende brut et les actionnaires non résidents 75 %. Ces versements donneront droit à un crédit d'impôt ; (800, 1355, 1324, 1386)
paragraph: L'inscription d'un cours demandé ou d'un cours offert pourra ainsi être suivie à la séance de bourse suivante d'une cotation à un cours inférieur au niveau de la demande ou à un cours supérieur au niveau de l'offre. (800, 965, 1324, 1002)
notice-number: N° 76 - 684 (800, 1071, 869, 1084)
table-row (800, 461, 1324, 482)
table-row: 28 février (521, 1674, 568, 1685)
notice-number: N° 76 - 897 (1347, 1055, 1416, 1068)
notice-header (800, 211, 1324, 224)
paragraph: 6°) Réduction de capital : (1347, 1606, 1457, 1616)
table-row: 1er mars - 14 mars (298, 1674, 388, 1685)
notice-header (800, 867, 1324, 880)
paragraph: En cas de réduction du capital motivée par des pertes, par diminution, soit du montant nominal des actions, soit du nombre de celles-ci, les droits des obligataires seront réduits en conséquence. (1347, 1640, 1801, 1660)
paragraph: L'exercice du droit de priorité sera conditionné par le dépôt, et l'immobilisation, auprès d'une banque ou d'un Agent de change, jusqu'à la clôture de la période d'exercice du droit de priorité, des actions ou des obligations convertibles souscripteurs. (1347, 591, 1801, 621)
list-item: — Le jeudi 27 mai (Fête de l'Ascension) ; (315, 497, 563, 511)
paragraph: 1°) en cas d'émission d'actions de numéraire, ou d'obligations convertibles ou échangeables, le nouveau nombre d'actions qui pourra être obtenu par conversion d'une obligation sera déterminé en multipliant le nombre d'actions qui pouvait être obtenu par conversion d'une obligation avant le début de l'opération considérée par le rapport : (1347, 1217, 1801, 1258)
table-cell (296, 1609, 475, 1761)
notice-date: 28 septembre 1972 (1207, 867, 1324, 880)
notice-header (800, 581, 1324, 594)
table-cell: Novembre (802, 526, 848, 536)
paragraph: Informée d'un projet d'opération financière concernant les Sociétés Fonderies de Montupet S.A. et Fonderie de Précision, la Chambre Syndicale, faisant application de l'article 105 du Règlement Général de la Compagnie des Agents de change, a décidé de suspendre dès ce jour 22 octobre 1976, jusqu'à nouvel avis, la cotation des actions des sociétés précitées sur le marché officiel de la Bourse de Paris. (800, 1689, 1324, 1730)
paragraph: – de 16 h à 17 h du 3 novembre 1976, au lieu du 25 octobre 1976, à fin mars 1977. (296, 765, 760, 776)
paragraph: A partir du 30 novembre 1976, les actions qui n'auront pas été demandées par les actionnaires, en raison de leur option pour le paiement en espèces, seront mises en vente à la Bourse d'Amsterdam. Le produit de cette vente sera mis à la disposition des porteurs des coupons n° 30 non encore présentés. (800, 1310, 1324, 1341)
paragraph: (5) Il est rappelé que les droits de souscription négociés « livrables » doivent être livrés au plus tard à la troisième bourse à midi suivant celle de la négociation. (1347, 998, 1801, 1019)
table-cell: 29 nov. (1185, 526, 1263, 547)
divider (296, 1496, 777, 1497)
